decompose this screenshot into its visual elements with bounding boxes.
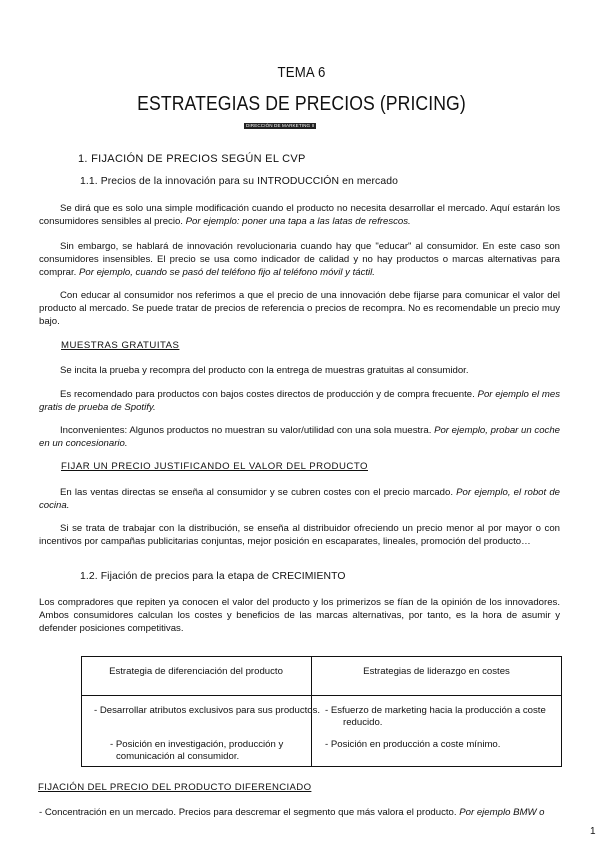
course-badge: DIRECCIÓN DE MARKETING II: [246, 123, 315, 128]
table-cell-atributos: - Desarrollar atributos exclusivos para sus productos.: [94, 705, 321, 716]
paragraph-distribucion: Si se trata de trabajar con la distribución, se enseña al distribuidor ofreciendo un precio menor al por mayor o con incentivos por campañas publicitarias conjuntas, mejor posición en escaparates, lineales, promoción del producto…: [39, 523, 560, 548]
topic-label: TEMA 6: [277, 64, 326, 81]
paragraph-compradores: Los compradores que repiten ya conocen el valor del producto y los primerizos se fían de la opinión de los innovadores. Ambos consumidores calculan los costes y beneficios de las marcas alternativas, por tanto, es la hora de asumir y defender posiciones competitivas.: [39, 597, 560, 635]
paragraph-ventas-directas: En las ventas directas se enseña al consumidor y se cubren costes con el precio marcado. Por ejemplo, el robot de cocina.: [39, 487, 560, 512]
heading-producto-diferenciado: FIJACIÓN DEL PRECIO DEL PRODUCTO DIFERENCIADO: [38, 782, 312, 793]
section-heading-cvp: 1. FIJACIÓN DE PRECIOS SEGÚN EL CVP: [78, 153, 306, 165]
subsection-heading-introduccion: 1.1. Precios de la innovación para su INTRODUCCIÓN en mercado: [80, 176, 398, 187]
paragraph-inconvenientes: Inconvenientes: Algunos productos no muestran su valor/utilidad con una sola muestra. Por ejemplo, probar un coche en un concesionario.: [39, 425, 560, 450]
paragraph-educar: Con educar al consumidor nos referimos a que el precio de una innovación debe fijarse para comunicar el valor del producto al mercado. Se puede tratar de precios de referencia o precios de recompra. No es recomendable un precio muy bajo.: [39, 290, 560, 328]
paragraph-modificacion: Se dirá que es solo una simple modificación cuando el producto no necesita desarrollar el mercado. Aquí estarán los consumidores sensibles al precio. Por ejemplo: poner una tapa a las latas de refrescos.: [39, 203, 560, 228]
page-title: ESTRATEGIAS DE PRECIOS (PRICING): [137, 92, 466, 115]
paragraph-muestras-2: Es recomendado para productos con bajos costes directos de producción y de compra frecuente. Por ejemplo el mes gratis de prueba de Spotify.: [39, 389, 560, 414]
page-number: 1: [590, 826, 596, 837]
table-header-liderazgo: Estrategias de liderazgo en costes: [363, 666, 510, 677]
table-cell-investigacion: - Posición en investigación, producción y comunicación al consumidor.: [110, 739, 284, 763]
heading-fijar-precio: FIJAR UN PRECIO JUSTIFICANDO EL VALOR DEL PRODUCTO: [61, 461, 368, 472]
table-header-diferenciacion: Estrategia de diferenciación del producto: [109, 666, 283, 677]
strategy-table: [81, 656, 562, 767]
heading-muestras-gratuitas: MUESTRAS GRATUITAS: [61, 340, 180, 351]
table-header-divider: [82, 695, 561, 696]
paragraph-innovacion: Sin embargo, se hablará de innovación revolucionaria cuando hay que "educar" al consumidor. En este caso son consumidores insensibles. El precio se usa como indicador de calidad y no hay productos o marcas alternativas para comprar. Por ejemplo, cuando se pasó del teléfono fijo al teléfono móvil y táctil.: [39, 241, 560, 279]
table-cell-produccion: - Posición en producción a coste mínimo.: [325, 739, 501, 750]
subsection-heading-crecimiento: 1.2. Fijación de precios para la etapa de CRECIMIENTO: [80, 571, 346, 582]
paragraph-muestras-1: Se incita la prueba y recompra del producto con la entrega de muestras gratuitas al consumidor.: [60, 365, 469, 376]
table-cell-esfuerzo: - Esfuerzo de marketing hacia la producción a coste reducido.: [325, 705, 546, 729]
paragraph-concentracion: - Concentración en un mercado. Precios para descremar el segmento que más valora el producto. Por ejemplo BMW o: [39, 807, 545, 818]
